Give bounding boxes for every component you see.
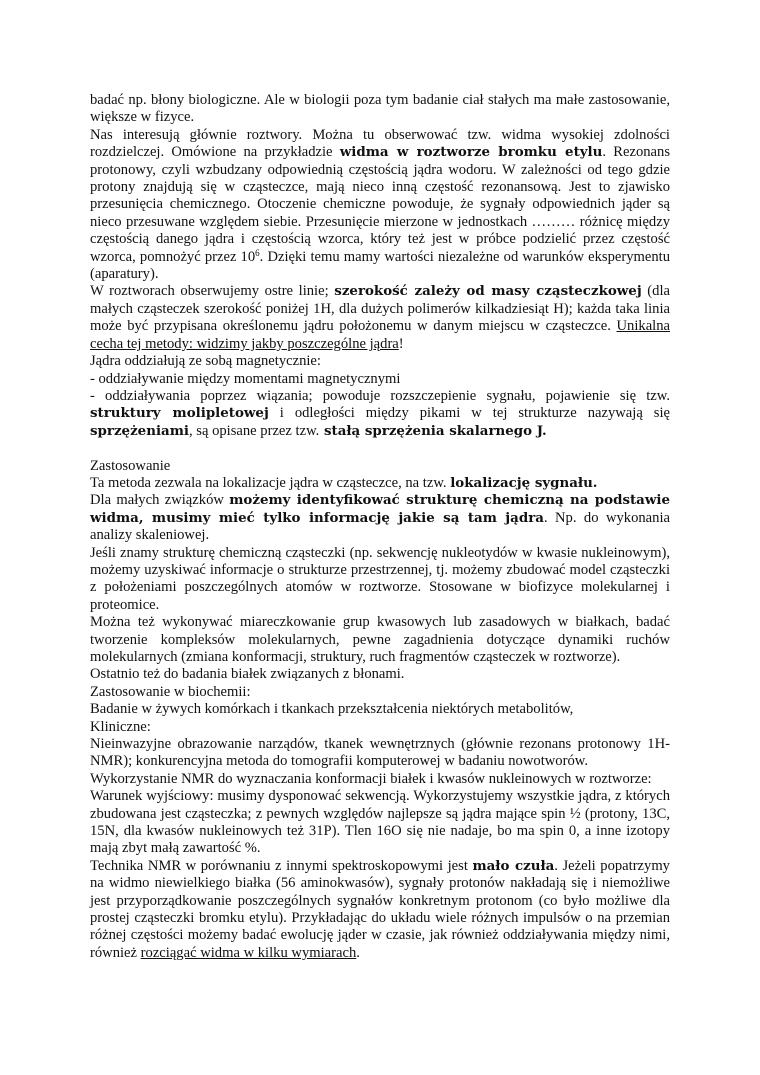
bold-multiplet: struktury molipletowej bbox=[90, 405, 269, 422]
bold-signal-localization: lokalizację sygnału. bbox=[450, 474, 598, 491]
superscript-exponent: 6 bbox=[255, 247, 260, 258]
section-heading-applications: Zastosowanie bbox=[90, 457, 171, 474]
list-item-dipolar: - oddziaływanie między momentami magnetycznymi bbox=[90, 370, 401, 387]
paragraph-intro: badać np. błony biologiczne. Ale w biologii poza tym badanie ciał stałych ma małe zastosowanie, większe w fizyce. bbox=[90, 92, 670, 126]
document-page bbox=[90, 92, 670, 962]
paragraph-imaging: Nieinwazyjne obrazowanie narządów, tkanek wewnętrznych (głównie rezonans protonowy 1H-NMR); konkurencyjna metoda do tomografii komputerowej w badaniu nowotworów. bbox=[90, 736, 670, 770]
blank-line bbox=[90, 440, 670, 457]
bold-low-sensitivity: mało czuła bbox=[472, 857, 555, 874]
bold-couplings: sprzężeniami bbox=[90, 422, 189, 439]
paragraph-sharp-lines: W roztworach obserwujemy ostre linie; szerokość zależy od masy cząsteczkowej (dla małych cząsteczek szerokość poniżej 1H, dla dużych polimerów kilkadziesiąt H); każda taka linia może być przypisana określonemu jądru położonemu w danym miejscu w cząsteczce. Unikalna cecha tej metody: widzimy jakby poszczególne jądra! bbox=[90, 283, 670, 352]
bold-structure-identification: możemy identyfikować strukturę chemiczną na podstawie widma, musimy mieć tylko informację jakie są tam jądra bbox=[90, 492, 670, 526]
underlined-multidimensional: rozciągać widma w kilku wymiarach bbox=[140, 944, 357, 961]
bold-linewidth: szerokość zależy od masy cząsteczkowej bbox=[334, 283, 642, 300]
paragraph-sequence-requirement: Warunek wyjściowy: musimy dysponować sekwencją. Wykorzystujemy wszystkie jądra, z których zbudowana jest cząsteczka; z pewnych względów najlepsze są jądra mające spin ½ (protony, 13C, 15N, dla kwasów nukleinowych też 31P). Tlen 16O się nie nadaje, bo ma spin 0, a inne izotopy mają zbyt małą zawartość %. bbox=[90, 788, 670, 857]
paragraph-sensitivity: Technika NMR w porównaniu z innymi spektroskopowymi jest mało czuła. Jeżeli popatrzymy na widmo niewielkiego białka (56 aminokwasów), sygnały protonów nakładają się i niemożliwe jest przyporządkowanie poszczególnych sygnałów konkretnym protonom (co było możliwe dla prostej cząsteczki bromku etylu). Przykładając do układu wiele różnych impulsów o na przemian różnej częstości możemy badać ewolucję jąder w czasie, jak również oddziaływania między nimi, również rozciągać widma w kilku wymiarach. bbox=[90, 857, 670, 961]
paragraph-small-compounds: Dla małych związków możemy identyfikować strukturę chemiczną na podstawie widma, musimy mieć tylko informację jakie są tam jądra. Np. do wykonania analizy skaleniowej. bbox=[90, 492, 670, 544]
list-item-scalar: - oddziaływania poprzez wiązania; powoduje rozszczepienie sygnału, pojawienie się tzw. struktury molipletowej i odległości między pikami w tej strukturze nazywają się sprzężeniami, są opisane przez tzw. stałą sprzężenia skalarnego J. bbox=[90, 387, 671, 439]
paragraph-solutions: Nas interesują głównie roztwory. Można tu obserwować tzw. widma wysokiej zdolności rozdzielczej. Omówione na przykładzie widma w roztworze bromku etylu. Rezonans protonowy, czyli wzbudzany odpowiednią częstością jądra wodoru. W zależności od tego gdzie protony znajdują się w cząsteczce, mają nieco inną częstość rezonansową. Jest to zjawisko przesunięcia chemicznego. Otoczenie chemiczne powoduje, że sygnały odpowiednich jąder są nieco przesuwane względem siebie. Przesunięcie mierzone w jednostkach ……… różnicę między częstością danego jądra i częstością wzorca, który też jest w próbce podzielić przez częstość wzorca, pomnożyć przez $10^6$. Dzięki temu mamy wartości niezależne od warunków eksperymentu (aparatury). bbox=[90, 126, 670, 283]
paragraph-conformation: Wykorzystanie NMR do wyznaczania konformacji białek i kwasów nukleinowych w roztworze: bbox=[90, 770, 652, 787]
paragraph-magnetic-interaction: Jądra oddziałują ze sobą magnetycznie: bbox=[90, 353, 321, 370]
paragraph-titration: Można też wykonywać miareczkowanie grup kwasowych lub zasadowych w białkach, badać tworzenie kompleksów molekularnych, pewne zagadnienia dotyczące dynamiki ruchów molekularnych (zmiana konformacji, struktury, ruch fragmentów cząsteczek w roztworze). bbox=[90, 614, 670, 665]
bold-ethyl-bromide: widma w roztworze bromku etylu bbox=[339, 144, 603, 161]
paragraph-membrane-proteins: Ostatnio też do badania białek związanych z błonami. bbox=[90, 666, 405, 683]
paragraph-localization: Ta metoda zezwala na lokalizacje jądra w cząsteczce, na tzw. lokalizację sygnału. bbox=[90, 474, 598, 491]
paragraph-clinical-heading: Kliniczne: bbox=[90, 718, 151, 735]
paragraph-biochemistry-heading: Zastosowanie w biochemii: bbox=[90, 683, 251, 700]
underlined-unique-feature: Unikalna cecha tej metody: widzimy jakby poszczególne jądra bbox=[90, 318, 670, 352]
bold-coupling-constant: stałą sprzężenia skalarnego J. bbox=[319, 422, 547, 439]
paragraph-metabolites: Badanie w żywych komórkach i tkankach przekształcenia niektórych metabolitów, bbox=[90, 701, 574, 718]
paragraph-spatial-structure: Jeśli znamy strukturę chemiczną cząsteczki (np. sekwencję nukleotydów w kwasie nukleinowym), możemy uzyskiwać informacje o strukturze przestrzennej, tj. możemy zbudować model cząsteczki z położeniami poszczególnych atomów w roztworze. Stosowane w biofizyce molekularnej i proteomice. bbox=[90, 544, 670, 613]
